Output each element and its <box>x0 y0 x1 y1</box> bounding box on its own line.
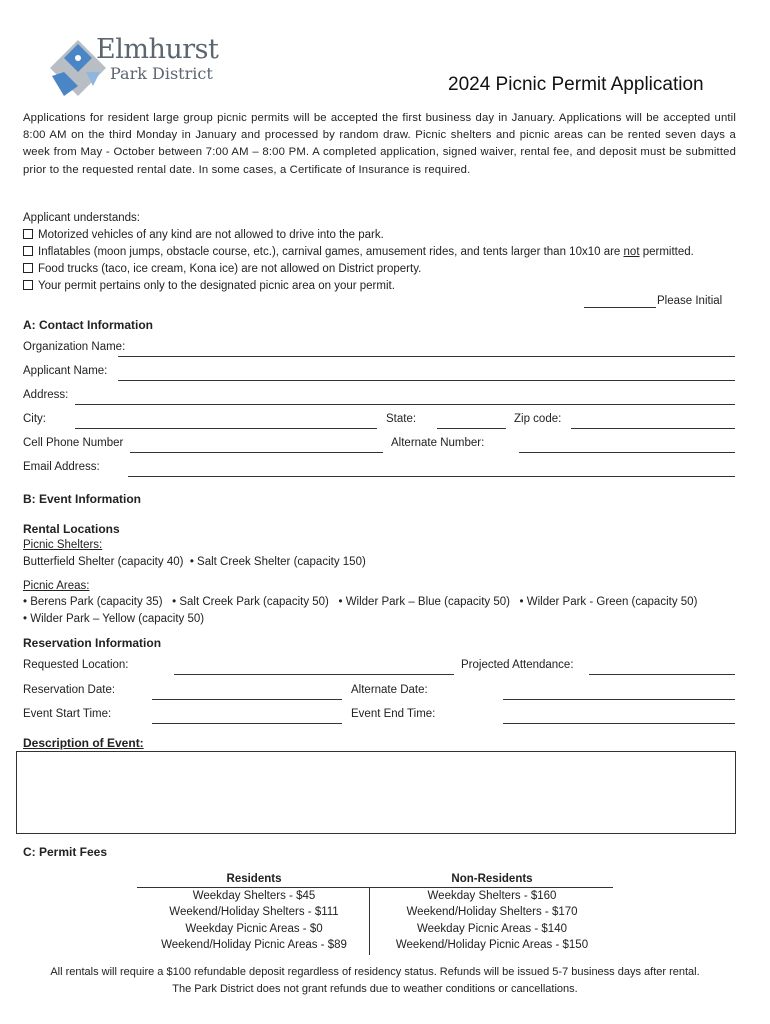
checkbox[interactable] <box>23 229 33 239</box>
understands-item: Inflatables (moon jumps, obstacle course, etc.), carnival games, amusement rides, and tents larger than 10x10 are not permitted. <box>23 244 743 261</box>
fees-note <box>0 964 750 997</box>
intro-paragraph: Applications for resident large group picnic permits will be accepted the first business day in January. Applications will be accepted until 8:00 AM on the third Monday in January and processed by random draw. Picnic shelters and picnic areas can be rented seven days a week from May - October between 7:00 AM – 8:00 PM. A completed application, signed waiver, rental fee, and deposit must be submitted prior to the requested rental date. In some cases, a Certificate of Insurance is required. <box>23 112 736 176</box>
logo-name-line1: Elmhurst <box>96 34 219 65</box>
applicant-label: Applicant Name: <box>23 365 108 377</box>
projected-attendance-label: Projected Attendance: <box>461 659 574 671</box>
reservation-date-field[interactable] <box>152 699 342 700</box>
logo <box>46 34 219 100</box>
city-field[interactable] <box>75 428 377 429</box>
rental-locations-heading: Rental Locations <box>23 522 120 536</box>
zip-label: Zip code: <box>514 413 562 425</box>
email-field[interactable] <box>128 476 735 477</box>
address-label: Address: <box>23 389 69 401</box>
nonresidents-column <box>372 871 612 954</box>
checkbox[interactable] <box>23 246 33 256</box>
understands-section <box>23 210 743 295</box>
areas-list-line1: • Berens Park (capacity 35) • Salt Creek Park (capacity 50) • Wilder Park – Blue (capacity 50) • Wilder Park - Green (capacity 50) <box>23 596 698 608</box>
residents-column <box>140 871 368 954</box>
understands-item: Food trucks (taco, ice cream, Kona ice) are not allowed on District property. <box>23 261 743 278</box>
cell-label: Cell Phone Number <box>23 437 124 449</box>
fees-heading: C: Permit Fees <box>23 845 108 859</box>
residents-fee: Weekday Shelters - $45 <box>192 889 316 902</box>
address-field[interactable] <box>75 404 735 405</box>
initial-label: Please Initial <box>657 295 723 307</box>
initial-field[interactable] <box>584 307 656 308</box>
understands-item: Motorized vehicles of any kind are not allowed to drive into the park. <box>23 227 743 244</box>
understands-item: Your permit pertains only to the designated picnic area on your permit. <box>23 278 743 295</box>
logo-name-line2: Park District <box>110 64 213 83</box>
residents-fee: Weekend/Holiday Picnic Areas - $89 <box>161 939 347 951</box>
nonresidents-heading: Non-Residents <box>451 873 533 885</box>
understands-heading: Applicant understands: <box>23 212 140 224</box>
page-title: 2024 Picnic Permit Application <box>448 74 704 95</box>
reservation-heading: Reservation Information <box>23 636 162 650</box>
reservation-date-label: Reservation Date: <box>23 684 116 696</box>
nonresidents-fee: Weekend/Holiday Picnic Areas - $150 <box>395 939 589 951</box>
start-time-label: Event Start Time: <box>23 708 112 720</box>
org-field[interactable] <box>118 356 735 357</box>
start-time-field[interactable] <box>152 723 342 724</box>
alt-number-label: Alternate Number: <box>391 437 485 449</box>
cell-field[interactable] <box>130 452 383 453</box>
requested-location-label: Requested Location: <box>23 659 129 671</box>
state-field[interactable] <box>437 428 506 429</box>
requested-location-field[interactable] <box>174 674 454 675</box>
city-label: City: <box>23 413 46 425</box>
end-time-label: Event End Time: <box>351 708 436 720</box>
residents-fee: Weekend/Holiday Shelters - $111 <box>169 906 339 918</box>
applicant-field[interactable] <box>118 380 735 381</box>
end-time-field[interactable] <box>503 723 735 724</box>
zip-field[interactable] <box>571 428 735 429</box>
state-label: State: <box>386 413 417 425</box>
nonresidents-fee: Weekend/Holiday Shelters - $170 <box>406 906 578 918</box>
nonresidents-fee: Weekday Picnic Areas - $140 <box>416 922 567 935</box>
checkbox[interactable] <box>23 263 33 273</box>
shelters-heading: Picnic Shelters: <box>23 539 103 551</box>
alternate-date-field[interactable] <box>503 699 735 700</box>
contact-heading: A: Contact Information <box>23 318 153 332</box>
nonresidents-fee: Weekday Shelters - $160 <box>427 889 557 902</box>
fees-divider-vertical <box>369 887 370 955</box>
areas-list-line2: • Wilder Park – Yellow (capacity 50) <box>23 613 205 625</box>
email-label: Email Address: <box>23 461 100 473</box>
fees-note-line1: All rentals will require a $100 refundable deposit regardless of residency status. Refunds will be issued 5-7 business days after rental. <box>50 966 700 978</box>
alt-number-field[interactable] <box>519 452 735 453</box>
event-heading: B: Event Information <box>23 492 142 506</box>
alternate-date-label: Alternate Date: <box>351 684 428 696</box>
description-textarea[interactable] <box>16 751 736 834</box>
description-heading: Description of Event: <box>23 736 144 750</box>
areas-heading: Picnic Areas: <box>23 580 90 592</box>
residents-heading: Residents <box>226 873 282 885</box>
org-label: Organization Name: <box>23 341 126 353</box>
checkbox[interactable] <box>23 280 33 290</box>
shelters-list: Butterfield Shelter (capacity 40) • Salt Creek Shelter (capacity 150) <box>23 556 366 568</box>
residents-fee: Weekday Picnic Areas - $0 <box>185 922 323 935</box>
projected-attendance-field[interactable] <box>589 674 735 675</box>
fees-note-line2: The Park District does not grant refunds due to weather conditions or cancellations. <box>172 982 578 995</box>
